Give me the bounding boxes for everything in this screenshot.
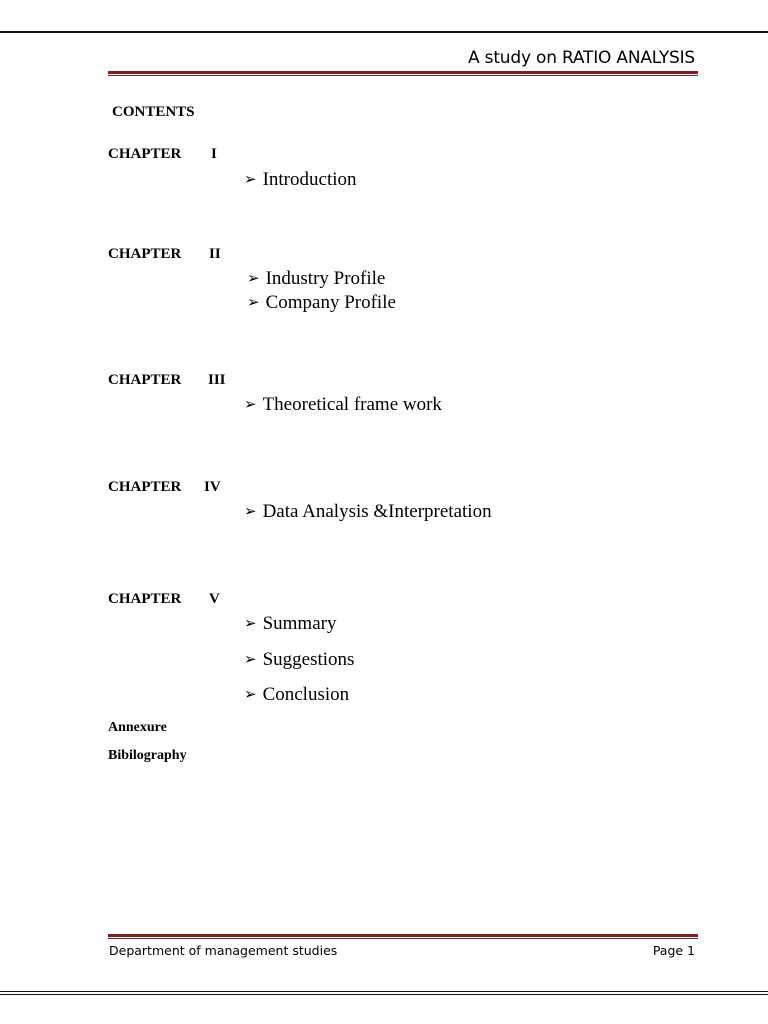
toc-item-bibliography[interactable]: Bibilography — [108, 748, 187, 763]
chapter-1-number: I — [211, 146, 217, 162]
header-rule — [108, 71, 698, 76]
chapter-3-label: CHAPTER III — [108, 372, 226, 388]
toc-item-introduction[interactable]: ➢ Introduction — [244, 169, 357, 190]
chapter-5-label: CHAPTER V — [108, 591, 220, 607]
chapter-5-number: V — [209, 591, 220, 607]
header-title: A study on RATIO ANALYSIS — [468, 48, 695, 68]
footer-department: Department of management studies — [109, 943, 338, 958]
toc-item-industry-profile[interactable]: ➢ Industry Profile — [247, 268, 386, 289]
arrow-bullet-icon: ➢ — [247, 269, 260, 287]
arrow-bullet-icon: ➢ — [244, 502, 257, 520]
toc-item-data-analysis[interactable]: ➢ Data Analysis &Interpretation — [244, 501, 492, 522]
chapter-2-number: II — [209, 246, 221, 262]
toc-item-company-profile[interactable]: ➢ Company Profile — [247, 292, 396, 313]
chapter-4-label: CHAPTER IV — [108, 479, 221, 495]
toc-item-annexure[interactable]: Annexure — [108, 720, 167, 735]
arrow-bullet-icon: ➢ — [244, 395, 257, 413]
page-bottom-edge — [0, 991, 768, 995]
chapter-2-label: CHAPTER II — [108, 246, 221, 262]
footer-rule — [108, 934, 698, 939]
chapter-3-number: III — [208, 372, 226, 388]
arrow-bullet-icon: ➢ — [244, 614, 257, 632]
page-top-edge — [0, 31, 768, 33]
toc-item-summary[interactable]: ➢ Summary — [244, 613, 337, 634]
toc-item-theoretical-framework[interactable]: ➢ Theoretical frame work — [244, 394, 442, 415]
arrow-bullet-icon: ➢ — [244, 170, 257, 188]
footer-page-number: Page 1 — [652, 943, 695, 958]
toc-item-suggestions[interactable]: ➢ Suggestions — [244, 649, 355, 670]
toc-item-conclusion[interactable]: ➢ Conclusion — [244, 684, 350, 705]
chapter-4-number: IV — [204, 479, 221, 495]
contents-heading: CONTENTS — [112, 104, 195, 120]
arrow-bullet-icon: ➢ — [247, 293, 260, 311]
arrow-bullet-icon: ➢ — [244, 685, 257, 703]
arrow-bullet-icon: ➢ — [244, 650, 257, 668]
chapter-1-label: CHAPTER I — [108, 146, 217, 162]
